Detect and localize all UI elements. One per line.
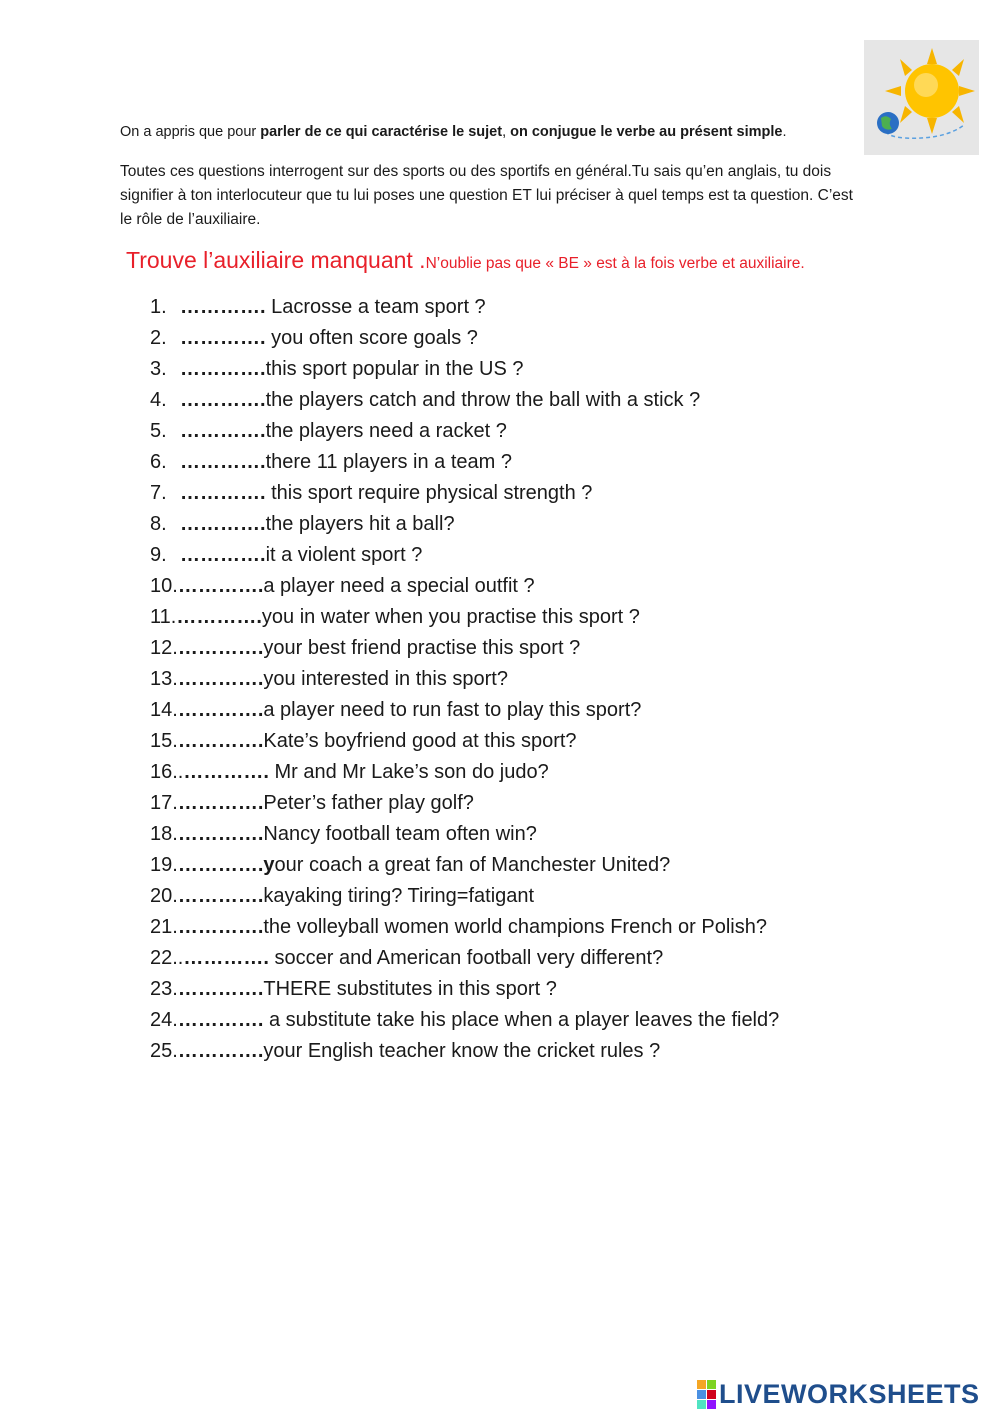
question-text: kayaking tiring? Tiring=fatigant (263, 885, 535, 907)
question-number: 4. (150, 389, 167, 411)
question-number: 9. (150, 544, 167, 566)
question-text: this sport require physical strength ? (271, 482, 593, 504)
answer-blank[interactable]: …………. (180, 420, 266, 442)
logo-square (707, 1390, 716, 1399)
answer-blank[interactable]: …………. (183, 761, 275, 783)
intro-text-d: on conjugue le verbe au présent simple (510, 124, 783, 140)
answer-blank[interactable]: …………. (177, 730, 264, 752)
answer-blank[interactable]: …………. (177, 699, 264, 721)
question-text: your English teacher know the cricket rules ? (263, 1040, 661, 1062)
question-text: it a violent sport ? (265, 544, 423, 566)
question-item (150, 633, 779, 664)
question-number: 21. (150, 916, 178, 938)
question-text: a player need a special outfit ? (263, 575, 535, 597)
question-text: there 11 players in a team ? (265, 451, 512, 473)
intro-text-c: , (502, 124, 511, 140)
question-text: Lacrosse a team sport ? (271, 296, 486, 318)
question-text: you often score goals ? (271, 327, 478, 349)
logo-mark-icon (697, 1380, 716, 1409)
question-item (150, 540, 779, 571)
intro-text-e: . (782, 124, 787, 140)
heading-title: Trouve l’auxiliaire manquant . (126, 247, 426, 273)
question-text: a player need to run fast to play this sport? (263, 699, 642, 721)
question-number: 20. (150, 885, 178, 907)
question-number: 17. (150, 792, 178, 814)
answer-blank[interactable]: …………. (177, 637, 264, 659)
question-text: you interested in this sport? (263, 668, 508, 690)
question-text: a substitute take his place when a player leaves the field? (268, 1009, 780, 1031)
logo-square (697, 1400, 706, 1409)
question-text: this sport popular in the US ? (265, 358, 524, 380)
question-text: Mr and Mr Lake’s son do judo? (274, 761, 549, 783)
question-item (150, 478, 779, 509)
question-number: 18. (150, 823, 178, 845)
question-text: the volleyball women world champions French or Polish? (263, 916, 767, 938)
answer-blank[interactable]: …………. (177, 978, 264, 1000)
answer-blank[interactable]: …………. (177, 916, 264, 938)
question-text: the players hit a ball? (265, 513, 455, 535)
question-item (150, 974, 779, 1005)
question-item (150, 416, 779, 447)
question-text: soccer and American football very different? (274, 947, 664, 969)
question-item (150, 943, 779, 974)
question-item (150, 757, 779, 788)
heading-note: N’oublie pas que « BE » est à la fois verbe et auxiliaire. (425, 255, 805, 272)
answer-blank[interactable]: …………. (177, 885, 264, 907)
sun-earth-icon (864, 40, 979, 155)
question-number: 16.. (150, 761, 184, 783)
answer-blank[interactable]: …………. (177, 823, 264, 845)
question-item (150, 602, 779, 633)
answer-blank[interactable]: …………. (177, 1040, 264, 1062)
question-number: 11. (150, 606, 177, 628)
question-text: the players catch and throw the ball with a stick ? (265, 389, 701, 411)
question-number: 10. (150, 575, 178, 597)
question-item (150, 695, 779, 726)
question-number: 3. (150, 358, 167, 380)
intro-line (120, 123, 870, 141)
intro-paragraph: Toutes ces questions interrogent sur des sports ou des sportifs en général.Tu sais qu’en anglais, tu dois signifier à ton interlocuteur que tu lui poses une question ET lui préciser à quel temps est ta question. C’est le rôle de l’auxiliaire. (120, 163, 853, 228)
question-item (150, 664, 779, 695)
question-item (150, 509, 779, 540)
answer-blank[interactable]: …………. (180, 451, 266, 473)
liveworksheets-logo (697, 1376, 980, 1412)
logo-text: LIVEWORKSHEETS (719, 1378, 980, 1409)
question-text: you in water when you practise this sport ? (261, 606, 640, 628)
question-number: 1. (150, 296, 167, 318)
question-number: 19. (150, 854, 178, 876)
question-item (150, 1005, 779, 1036)
logo-square (697, 1390, 706, 1399)
answer-blank[interactable]: …………. (180, 482, 272, 504)
question-number: 13. (150, 668, 178, 690)
sun-earth-image (864, 40, 979, 155)
question-number: 12. (150, 637, 178, 659)
logo-square (697, 1380, 706, 1389)
answer-blank[interactable]: …………. (180, 327, 272, 349)
answer-blank[interactable]: …………. (180, 296, 272, 318)
answer-blank[interactable]: …………. (177, 792, 264, 814)
question-number: 6. (150, 451, 167, 473)
question-text: Kate’s boyfriend good at this sport? (263, 730, 577, 752)
answer-blank[interactable]: …………. (177, 668, 264, 690)
intro-text-b: parler de ce qui caractérise le sujet (260, 124, 503, 140)
question-list (150, 292, 779, 1067)
question-number: 5. (150, 420, 167, 442)
question-number: 22.. (150, 947, 184, 969)
question-number: 23. (150, 978, 178, 1000)
intro-text-a: On a appris que pour (120, 124, 261, 140)
question-text: Nancy football team often win? (263, 823, 537, 845)
question-item (150, 881, 779, 912)
answer-blank[interactable]: …………. (177, 1009, 269, 1031)
question-number: 25. (150, 1040, 178, 1062)
question-item (150, 726, 779, 757)
question-number: 24. (150, 1009, 178, 1031)
answer-blank[interactable]: …………. (180, 389, 266, 411)
question-item (150, 788, 779, 819)
question-text: your best friend practise this sport ? (263, 637, 581, 659)
question-item (150, 385, 779, 416)
question-item (150, 1036, 779, 1067)
question-item (150, 292, 779, 323)
answer-blank[interactable]: …………. (180, 358, 266, 380)
question-text: Peter’s father play golf? (263, 792, 474, 814)
question-item (150, 912, 779, 943)
answer-blank[interactable]: …………. (180, 513, 266, 535)
question-item (150, 354, 779, 385)
question-item (150, 323, 779, 354)
question-text: the players need a racket ? (265, 420, 507, 442)
exercise-heading (126, 247, 886, 274)
question-number: 2. (150, 327, 167, 349)
question-item (150, 571, 779, 602)
question-item (150, 850, 779, 881)
answer-blank[interactable]: …………. (183, 947, 275, 969)
answer-blank[interactable]: …………. (177, 575, 264, 597)
question-number: 7. (150, 482, 167, 504)
logo-square (707, 1380, 716, 1389)
question-number: 8. (150, 513, 167, 535)
question-number: 15. (150, 730, 178, 752)
question-text: our coach a great fan of Manchester United? (274, 854, 671, 876)
question-number: 14. (150, 699, 178, 721)
answer-blank[interactable]: …………. (176, 606, 262, 628)
answer-blank[interactable]: ………….y (177, 854, 275, 876)
logo-square (707, 1400, 716, 1409)
question-item (150, 819, 779, 850)
question-text: THERE substitutes in this sport ? (263, 978, 557, 1000)
answer-blank[interactable]: …………. (180, 544, 266, 566)
question-item (150, 447, 779, 478)
